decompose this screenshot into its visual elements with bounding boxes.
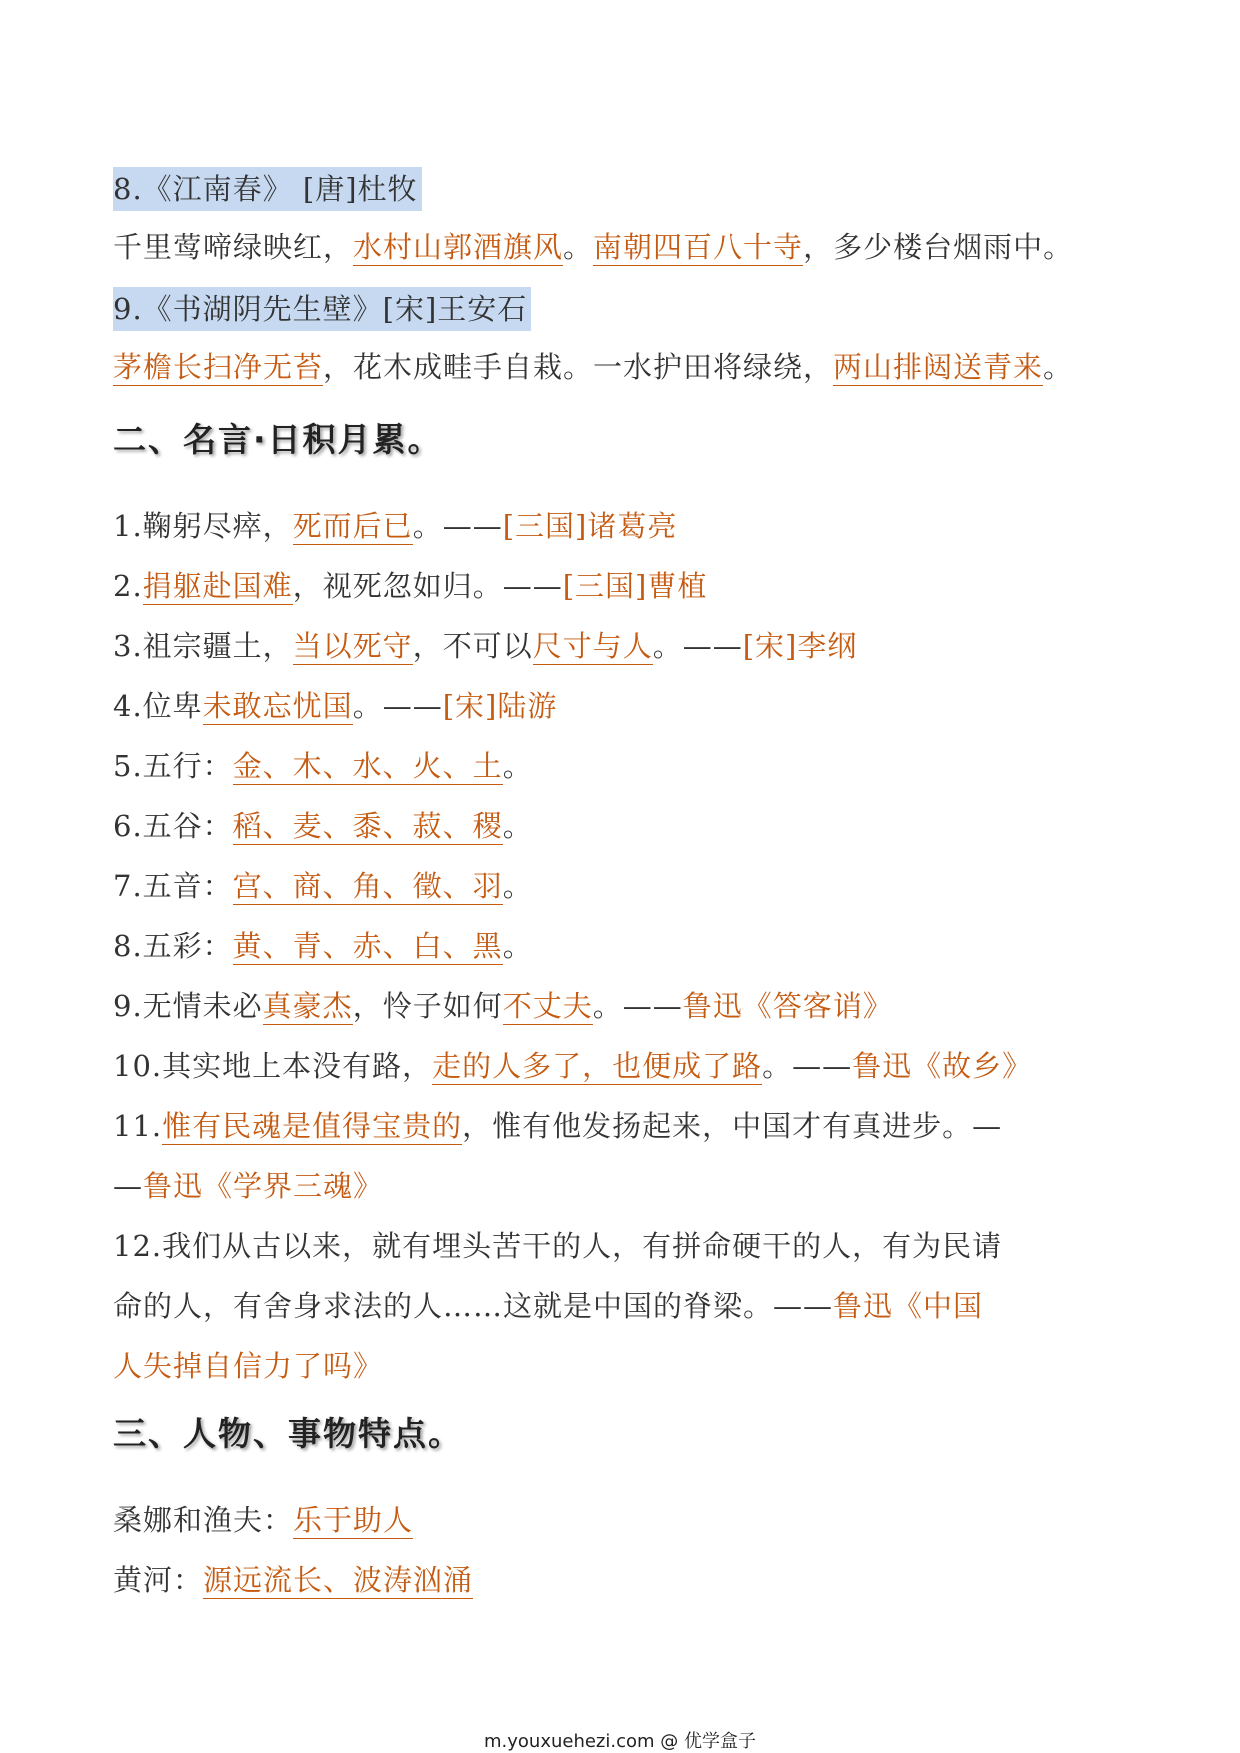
quote-source: 鲁迅《故乡》 <box>852 1049 1033 1083</box>
answer-blank: 两山排闼送青来 <box>833 350 1044 384</box>
quote-2 <box>113 566 1140 606</box>
quote-source: 鲁迅《答客诮》 <box>682 989 893 1023</box>
answer-blank: 捐躯赴国难 <box>142 569 293 603</box>
answer-blank: 源远流长、波涛汹涌 <box>203 1563 474 1597</box>
quote-source: [三国]曹植 <box>562 569 708 603</box>
quote-text: 。—— <box>592 989 683 1023</box>
quote-source: [三国]诸葛亮 <box>502 509 678 543</box>
quote-source: 鲁迅《学界三魂》 <box>143 1169 384 1203</box>
quote-text: 。—— <box>412 509 503 543</box>
quote-text: 。 <box>502 869 533 903</box>
poem-text: 千里莺啼绿映红， <box>113 230 354 264</box>
answer-blank: 水村山郭酒旗风 <box>353 230 564 264</box>
trait-2 <box>113 1560 1140 1600</box>
quote-10 <box>113 1046 1140 1086</box>
poem-text: ，花木成畦手自栽。一水护田将绿绕， <box>323 350 834 384</box>
quote-text: 。—— <box>352 689 443 723</box>
quote-4 <box>113 686 1140 726</box>
answer-blank: 稻、麦、黍、菽、稷 <box>232 809 503 843</box>
quote-text: ，视死忽如归。—— <box>292 569 563 603</box>
quote-6 <box>113 806 1140 846</box>
poem-text: ，多少楼台烟雨中。 <box>803 230 1074 264</box>
answer-blank: 死而后已 <box>292 509 413 543</box>
trait-label: 黄河： <box>113 1563 204 1597</box>
quote-source: 人失掉自信力了吗》 <box>113 1349 384 1383</box>
quote-text: 12.我们从古以来，就有埋头苦干的人，有拼命硬干的人，有为民请 <box>113 1229 1003 1263</box>
quote-text: 。 <box>502 809 533 843</box>
answer-blank: 未敢忘忧国 <box>202 689 353 723</box>
answer-blank: 金、木、水、火、土 <box>232 749 503 783</box>
answer-blank: 不丈夫 <box>502 989 593 1023</box>
quote-text: 1.鞠躬尽瘁， <box>113 509 293 543</box>
footer-watermark: m.youxuehezi.com @ 优学盒子 <box>483 1731 756 1752</box>
quote-source: 鲁迅《中国 <box>833 1289 984 1323</box>
poem-title-highlight: 9.《书湖阴先生壁》[宋]王安石 <box>113 287 531 331</box>
trait-label: 桑娜和渔夫： <box>113 1503 294 1537</box>
poem-text-9 <box>113 347 1140 387</box>
quote-7 <box>113 866 1140 906</box>
quote-text: 6.五谷： <box>113 809 233 843</box>
section-heading-3: 三、人物、事物特点。 <box>113 1414 463 1453</box>
quote-12-line-3 <box>113 1346 1140 1386</box>
quote-9 <box>113 986 1140 1026</box>
quote-text: 。—— <box>762 1049 853 1083</box>
quote-text: 。 <box>502 749 533 783</box>
poem-title-9 <box>113 287 1140 331</box>
quote-8 <box>113 926 1140 966</box>
answer-blank: 惟有民魂是值得宝贵的 <box>162 1109 463 1143</box>
section-heading-2: 二、名言·日积月累。 <box>113 420 443 459</box>
quote-text: 5.五行： <box>113 749 233 783</box>
quote-source: [宋]李纲 <box>742 629 858 663</box>
quote-text: ，不可以 <box>412 629 533 663</box>
quote-3 <box>113 626 1140 666</box>
answer-blank: 宫、商、角、徵、羽 <box>232 869 503 903</box>
quote-11-line-2 <box>113 1166 1140 1206</box>
poem-title-8 <box>113 167 1140 211</box>
quote-text: ，惟有他发扬起来，中国才有真进步。— <box>462 1109 1003 1143</box>
answer-blank: 南朝四百八十寺 <box>593 230 804 264</box>
quote-text: 。—— <box>652 629 743 663</box>
poem-text-8 <box>113 227 1140 267</box>
quote-5 <box>113 746 1140 786</box>
answer-blank: 茅檐长扫净无苔 <box>113 350 324 384</box>
quote-text: 2. <box>113 569 143 603</box>
quote-text: ，怜子如何 <box>352 989 503 1023</box>
poem-text: 。 <box>1043 350 1074 384</box>
answer-blank: 走的人多了，也便成了路 <box>432 1049 763 1083</box>
quote-text: 命的人，有舍身求法的人……这就是中国的脊梁。—— <box>113 1289 834 1323</box>
quote-text: 11. <box>113 1109 163 1143</box>
quote-12-line-1 <box>113 1226 1140 1266</box>
quote-text: 7.五音： <box>113 869 233 903</box>
quote-text: 10.其实地上本没有路， <box>113 1049 433 1083</box>
quote-text: 8.五彩： <box>113 929 233 963</box>
quote-text: 。 <box>502 929 533 963</box>
answer-blank: 当以死守 <box>292 629 413 663</box>
trait-1 <box>113 1500 1140 1540</box>
quote-1 <box>113 506 1140 546</box>
quote-source: [宋]陆游 <box>442 689 558 723</box>
quote-text: 4.位卑 <box>113 689 203 723</box>
poem-text: 。 <box>563 230 594 264</box>
quote-11-line-1 <box>113 1106 1140 1146</box>
quote-text: — <box>113 1169 143 1203</box>
answer-blank: 尺寸与人 <box>532 629 653 663</box>
quote-12-line-2 <box>113 1286 1140 1326</box>
quote-text: 9.无情未必 <box>113 989 263 1023</box>
answer-blank: 黄、青、赤、白、黑 <box>232 929 503 963</box>
answer-blank: 乐于助人 <box>293 1503 414 1537</box>
answer-blank: 真豪杰 <box>262 989 353 1023</box>
poem-title-highlight: 8.《江南春》 [唐]杜牧 <box>113 167 422 211</box>
quote-text: 3.祖宗疆土， <box>113 629 293 663</box>
